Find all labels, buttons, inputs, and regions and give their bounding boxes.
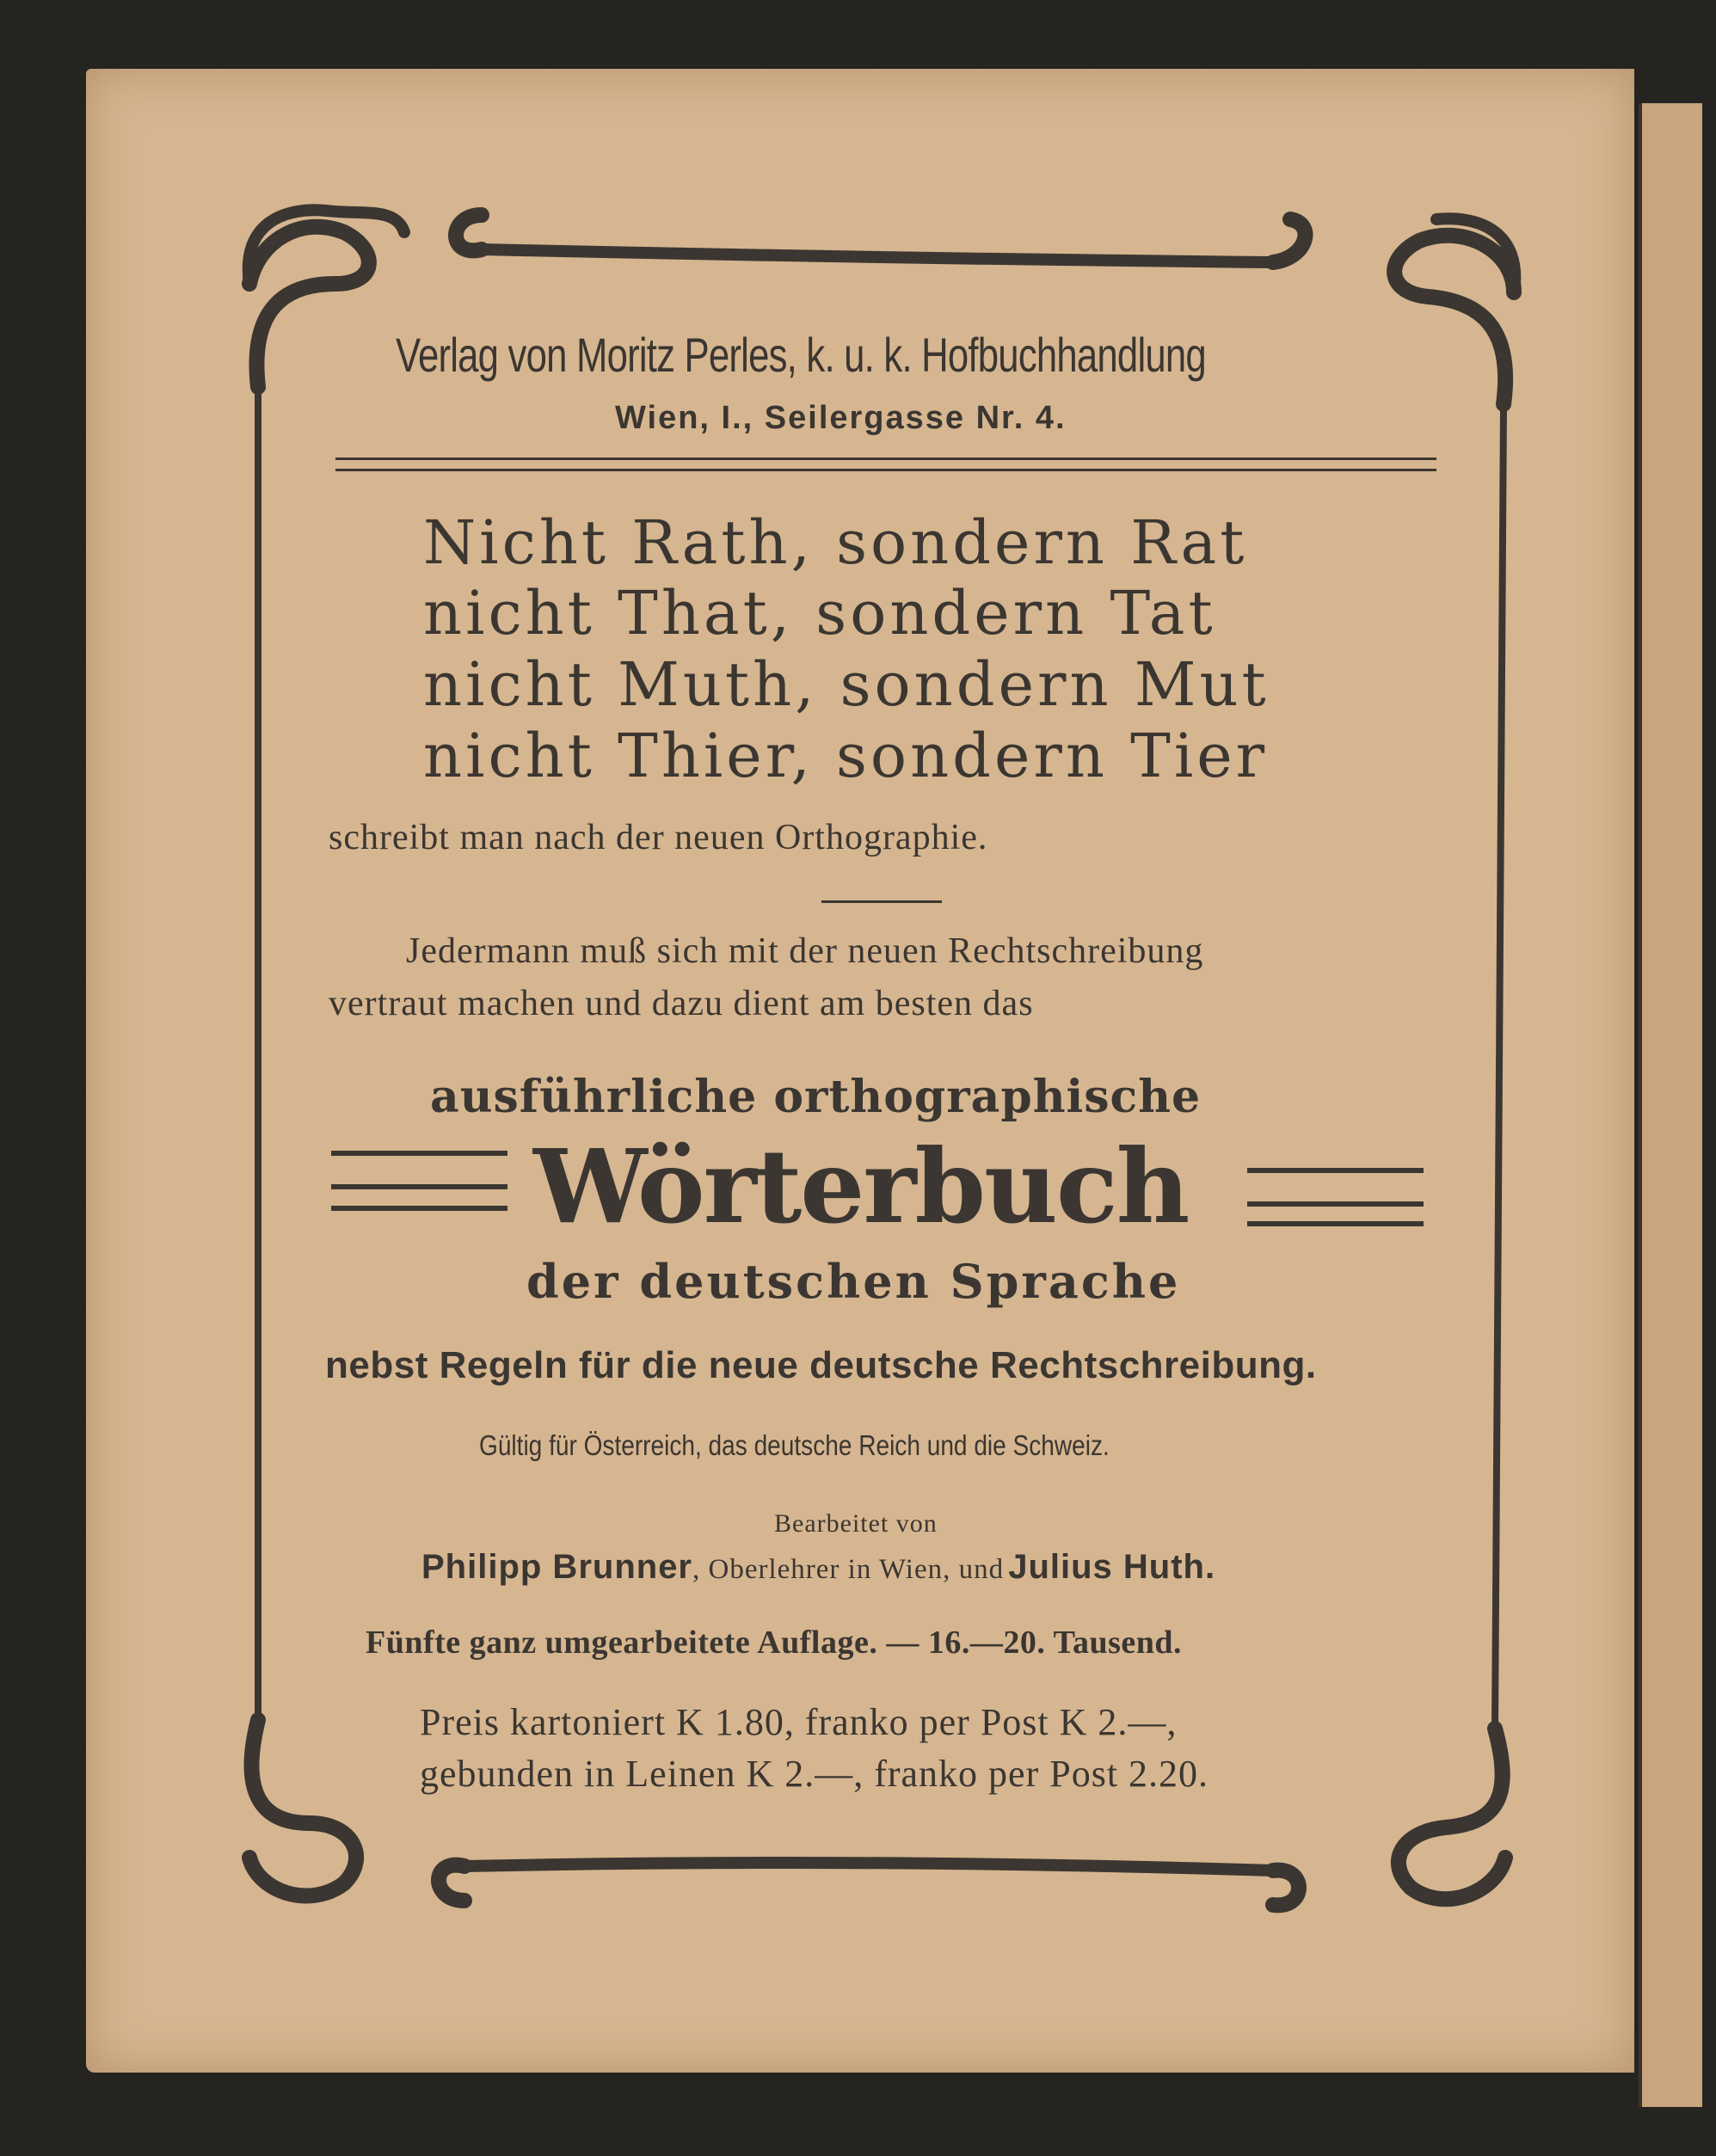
spelling-example-1: Nicht Rath, sondern Rat: [423, 507, 1248, 578]
intro-line-2: vertraut machen und dazu dient am besten das: [329, 984, 1034, 1023]
book-pre-title: ausführliche orthographische: [430, 1071, 1202, 1123]
frame-bottom-bar: [464, 1863, 1273, 1870]
orthography-note: schreibt man nach der neuen Orthographie.: [329, 818, 988, 857]
intro-line-1: Jedermann muß sich mit der neuen Rechtschreibung: [406, 931, 1204, 971]
frame-top-bar: [482, 249, 1273, 262]
price-line-2: gebunden in Leinen K 2.—, franko per Post 2.20.: [420, 1753, 1209, 1795]
double-rule-top: [335, 458, 1436, 460]
price-line-1: Preis kartoniert K 1.80, franko per Post K 2.—,: [420, 1701, 1178, 1743]
author-2: Julius Huth.: [1008, 1548, 1216, 1586]
short-divider: [821, 900, 942, 903]
authors-line: [421, 1548, 1215, 1587]
title-side-lines-left: [331, 1151, 507, 1211]
book-validity: Gültig für Österreich, das deutsche Reich und die Schweiz.: [479, 1429, 1110, 1461]
edition-line: Fünfte ganz umgearbeitete Auflage. — 16.—20. Tausend.: [366, 1625, 1183, 1661]
book-title: Wörterbuch: [533, 1127, 1189, 1246]
book-subtitle: der deutschen Sprache: [526, 1254, 1181, 1309]
publisher-line: Verlag von Moritz Perles, k. u. k. Hofbuchhandlung: [396, 328, 1206, 382]
title-side-lines-right: [1247, 1168, 1424, 1226]
authors-label: Bearbeitet von: [774, 1509, 938, 1538]
publisher-address: Wien, I., Seilergasse Nr. 4.: [615, 400, 1067, 436]
author-1: Philipp Brunner: [421, 1548, 692, 1586]
frame-right-bar: [1495, 404, 1504, 1729]
spelling-example-2: nicht That, sondern Tat: [423, 578, 1216, 648]
spelling-example-4: nicht Thier, sondern Tier: [423, 721, 1269, 791]
author-role: , Oberlehrer in Wien, und: [692, 1554, 1005, 1585]
double-rule-bottom: [335, 469, 1436, 471]
book-rules: nebst Regeln für die neue deutsche Rechtschreibung.: [325, 1344, 1317, 1386]
spelling-example-3: nicht Muth, sondern Mut: [423, 649, 1270, 720]
